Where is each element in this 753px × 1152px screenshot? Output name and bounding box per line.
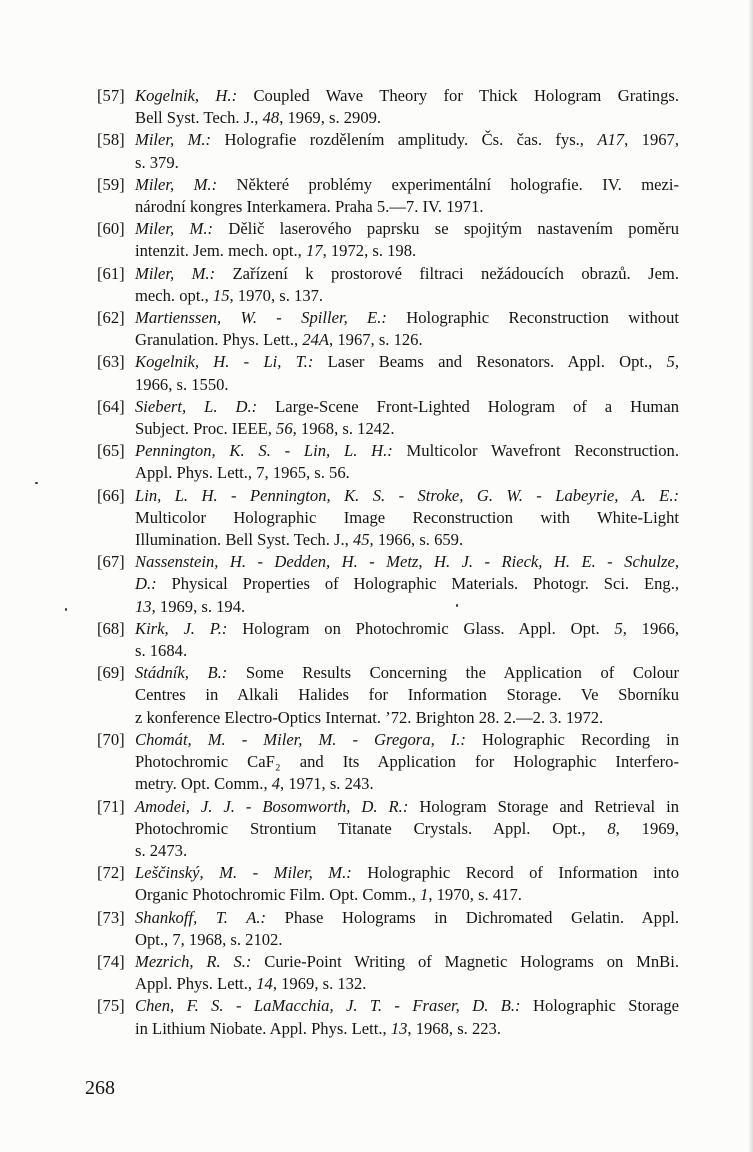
reference-text: , 1972, s. 198. bbox=[322, 241, 417, 261]
reference-text: Large-Scene Front-Lighted Hologram of a Human bbox=[257, 396, 680, 416]
reference-entry bbox=[97, 618, 679, 662]
reference-line bbox=[135, 396, 679, 418]
reference-number: [67] bbox=[97, 552, 125, 572]
reference-italic-text: D.: bbox=[135, 574, 157, 594]
reference-line bbox=[135, 707, 679, 729]
reference-entry bbox=[97, 951, 679, 995]
reference-italic-text: Nassenstein, H. - Dedden, H. - Metz, H. J. - Rieck, H. E. - Schulze, bbox=[135, 552, 679, 572]
reference-text: Organic Photochromic Film. Opt. Comm., bbox=[135, 885, 421, 905]
reference-text: Multicolor Holographic Image Reconstruction with White-Light bbox=[135, 507, 679, 527]
reference-line bbox=[135, 240, 679, 262]
reference-text: Curie-Point Writing of Magnetic Holograms on MnBi. bbox=[251, 951, 679, 971]
reference-line bbox=[135, 751, 679, 773]
reference-line bbox=[135, 351, 679, 373]
reference-number: [63] bbox=[97, 352, 125, 372]
reference-italic-text: 13 bbox=[390, 1018, 408, 1038]
reference-text: in Lithium Niobate. Appl. Phys. Lett., bbox=[135, 1018, 391, 1038]
reference-line bbox=[135, 129, 679, 151]
reference-number: [68] bbox=[97, 618, 125, 638]
reference-number: [75] bbox=[97, 996, 125, 1016]
reference-text: Dělič laserového paprsku se spojitým nastavením poměru bbox=[213, 219, 679, 239]
reference-italic-text: Kogelnik, H.: bbox=[135, 86, 238, 105]
reference-text: s. 379. bbox=[135, 152, 179, 172]
reference-number: [66] bbox=[97, 485, 125, 505]
reference-line bbox=[135, 174, 679, 196]
reference-text: Hologram Storage and Retrieval in bbox=[408, 796, 679, 816]
reference-text: , 1968, s. 223. bbox=[407, 1018, 501, 1038]
reference-line bbox=[135, 307, 679, 329]
reference-italic-text: Miler, M.: bbox=[135, 130, 212, 150]
reference-entry bbox=[97, 174, 679, 218]
reference-italic-text: Amodei, J. J. - Bosomworth, D. R.: bbox=[135, 796, 409, 816]
reference-entry bbox=[97, 796, 679, 863]
reference-line bbox=[135, 951, 679, 973]
reference-line bbox=[135, 973, 679, 995]
reference-italic-text: 5 bbox=[614, 618, 623, 638]
reference-text: Granulation. Phys. Lett., bbox=[135, 330, 303, 350]
reference-line bbox=[135, 418, 679, 440]
reference-line bbox=[135, 285, 679, 307]
reference-italic-text: Stádník, B.: bbox=[135, 663, 228, 683]
reference-line bbox=[135, 152, 679, 174]
reference-italic-text: 4 bbox=[271, 774, 281, 794]
reference-line bbox=[135, 907, 679, 929]
reference-number: [70] bbox=[97, 729, 125, 749]
reference-line bbox=[135, 640, 679, 662]
reference-italic-text: Siebert, L. D.: bbox=[135, 396, 258, 416]
reference-italic-text: 24A bbox=[302, 330, 330, 350]
reference-line bbox=[135, 551, 679, 573]
reference-text: Phase Holograms in Dichromated Gelatin. Appl. bbox=[266, 907, 679, 927]
reference-text: , 1969, bbox=[615, 818, 679, 838]
reference-entry bbox=[97, 995, 679, 1039]
reference-text: Některé problémy experimentální holografie. IV. mezi- bbox=[217, 174, 679, 194]
reference-line bbox=[135, 862, 679, 884]
reference-line bbox=[135, 1018, 679, 1040]
reference-italic-text: Leščinský, M. - Miler, M.: bbox=[135, 863, 352, 883]
reference-number: [57] bbox=[97, 86, 125, 105]
reference-entry bbox=[97, 862, 679, 906]
reference-text: , 1966, bbox=[622, 618, 679, 638]
reference-line bbox=[135, 729, 679, 751]
reference-line bbox=[135, 485, 679, 507]
reference-text: z konference Electro-Optics Internat. ’72. Brighton 28. 2.—2. 3. 1972. bbox=[135, 707, 604, 727]
reference-italic-text: Chen, F. S. - LaMacchia, J. T. - Fraser, D. B.: bbox=[135, 996, 521, 1016]
reference-entry bbox=[97, 440, 679, 484]
reference-text: Opt., 7, 1968, s. 2102. bbox=[135, 929, 283, 949]
reference-entry bbox=[97, 729, 679, 796]
scan-speck bbox=[65, 608, 67, 611]
reference-entry bbox=[97, 396, 679, 440]
reference-line bbox=[135, 818, 679, 840]
reference-italic-text: Martienssen, W. - Spiller, E.: bbox=[135, 308, 387, 328]
reference-number: [72] bbox=[97, 863, 125, 883]
scan-speck bbox=[35, 482, 38, 484]
reference-text: intenzit. Jem. mech. opt., bbox=[135, 241, 306, 261]
reference-text: Photochromic CaF₂ and Its Application for Holographic Interfero- bbox=[135, 752, 679, 772]
reference-italic-text: 8 bbox=[607, 818, 616, 838]
page-number: 268 bbox=[85, 1077, 115, 1099]
reference-entry bbox=[97, 129, 679, 173]
reference-italic-text: Shankoff, T. A.: bbox=[135, 907, 267, 927]
reference-line bbox=[135, 374, 679, 396]
reference-text: Zařízení k prostorové filtraci nežádoucích obrazů. Jem. bbox=[215, 263, 679, 283]
reference-line bbox=[135, 263, 679, 285]
reference-italic-text: 17 bbox=[305, 241, 323, 261]
reference-text: Holografie rozdělením amplitudy. Čs. čas. fys., bbox=[211, 130, 598, 150]
reference-italic-text: Chomát, M. - Miler, M. - Gregora, I.: bbox=[135, 729, 466, 749]
reference-number: [60] bbox=[97, 219, 125, 239]
reference-italic-text: 1 bbox=[420, 885, 429, 905]
reference-text: Holographic Record of Information into bbox=[351, 863, 679, 883]
reference-line bbox=[135, 85, 679, 107]
reference-text: Centres in Alkali Halides for Information Storage. Ve Sborníku bbox=[135, 685, 679, 705]
reference-line bbox=[135, 684, 679, 706]
reference-number: [64] bbox=[97, 396, 125, 416]
reference-text: , 1969, s. 194. bbox=[151, 596, 246, 616]
reference-italic-text: 5, bbox=[666, 352, 679, 372]
reference-number: [73] bbox=[97, 907, 125, 927]
reference-line bbox=[135, 840, 679, 862]
page-edge bbox=[749, 0, 753, 1152]
reference-entry bbox=[97, 551, 679, 618]
reference-line bbox=[135, 107, 679, 129]
reference-line bbox=[135, 329, 679, 351]
reference-line bbox=[135, 196, 679, 218]
reference-text: Holographic Storage bbox=[520, 996, 679, 1016]
reference-italic-text: Lin, L. H. - Pennington, K. S. - Stroke, G. W. - Labeyrie, A. E.: bbox=[135, 485, 679, 505]
reference-text: s. 1684. bbox=[135, 641, 188, 661]
reference-text: Physical Properties of Holographic Materials. Photogr. Sci. Eng., bbox=[156, 574, 679, 594]
reference-text: , 1968, s. 1242. bbox=[292, 419, 395, 439]
reference-line bbox=[135, 218, 679, 240]
reference-entry bbox=[97, 485, 679, 552]
reference-text: Bell Syst. Tech. J., bbox=[135, 108, 263, 128]
reference-italic-text: Miler, M.: bbox=[135, 174, 218, 194]
reference-text: , 1970, s. 417. bbox=[428, 885, 522, 905]
reference-italic-text: 14 bbox=[256, 974, 273, 994]
reference-text: , 1969, s. 132. bbox=[272, 974, 367, 994]
reference-line bbox=[135, 929, 679, 951]
reference-text: mech. opt., bbox=[135, 285, 213, 305]
reference-line bbox=[135, 507, 679, 529]
reference-number: [58] bbox=[97, 130, 125, 150]
reference-text: s. 2473. bbox=[135, 840, 188, 860]
reference-italic-text: Kogelnik, H. - Li, T.: bbox=[135, 352, 314, 372]
reference-number: [61] bbox=[97, 263, 125, 283]
reference-italic-text: Kirk, J. P.: bbox=[135, 618, 228, 638]
reference-text: Photochromic Strontium Titanate Crystals. Appl. Opt., bbox=[135, 818, 608, 838]
reference-line bbox=[135, 529, 679, 551]
reference-line bbox=[135, 773, 679, 795]
reference-text: , 1970, s. 137. bbox=[229, 285, 324, 305]
reference-entry bbox=[97, 662, 679, 729]
reference-text: , 1971, s. 243. bbox=[280, 774, 374, 794]
reference-text: Coupled Wave Theory for Thick Hologram Gratings. bbox=[237, 86, 680, 105]
reference-italic-text: 15 bbox=[212, 285, 230, 305]
reference-italic-text: 13 bbox=[135, 596, 152, 616]
reference-italic-text: 45 bbox=[352, 530, 370, 550]
reference-number: [69] bbox=[97, 663, 125, 683]
reference-line bbox=[135, 995, 679, 1017]
reference-entry bbox=[97, 218, 679, 262]
reference-line bbox=[135, 884, 679, 906]
reference-line bbox=[135, 618, 679, 640]
reference-italic-text: Miler, M.: bbox=[135, 219, 214, 239]
reference-number: [74] bbox=[97, 951, 125, 971]
reference-number: [65] bbox=[97, 441, 125, 461]
reference-entry bbox=[97, 85, 679, 129]
reference-line bbox=[135, 462, 679, 484]
reference-entry bbox=[97, 307, 679, 351]
reference-line bbox=[135, 796, 679, 818]
reference-text: , 1966, s. 659. bbox=[369, 530, 464, 550]
reference-italic-text: 56 bbox=[276, 419, 293, 439]
reference-text: Laser Beams and Resonators. Appl. Opt., bbox=[313, 352, 667, 372]
reference-text: Illumination. Bell Syst. Tech. J., bbox=[135, 530, 353, 550]
reference-line bbox=[135, 573, 679, 595]
reference-text: Holographic Reconstruction without bbox=[386, 308, 679, 328]
reference-italic-text: 48 bbox=[262, 108, 280, 128]
reference-text: Multicolor Wavefront Reconstruction. bbox=[392, 441, 679, 461]
reference-text: , 1967, s. 126. bbox=[329, 330, 423, 350]
reference-text: , 1967, bbox=[624, 130, 679, 150]
reference-text: Subject. Proc. IEEE, bbox=[135, 419, 277, 439]
reference-text: Appl. Phys. Lett., 7, 1965, s. 56. bbox=[135, 463, 350, 483]
reference-list bbox=[97, 85, 679, 1040]
reference-entry bbox=[97, 351, 679, 395]
reference-italic-text: Miler, M.: bbox=[135, 263, 216, 283]
reference-text: Appl. Phys. Lett., bbox=[135, 974, 257, 994]
reference-line bbox=[135, 662, 679, 684]
reference-text: Some Results Concerning the Application of Colour bbox=[227, 663, 679, 683]
reference-italic-text: A17 bbox=[597, 130, 625, 150]
reference-text: metry. Opt. Comm., bbox=[135, 774, 272, 794]
reference-text: národní kongres Interkamera. Praha 5.—7. IV. 1971. bbox=[135, 197, 484, 217]
reference-number: [62] bbox=[97, 308, 125, 328]
reference-line bbox=[135, 440, 679, 462]
scan-speck bbox=[456, 604, 458, 607]
reference-text: Holographic Recording in bbox=[465, 729, 680, 749]
reference-text: Hologram on Photochromic Glass. Appl. Opt. bbox=[227, 618, 615, 638]
reference-italic-text: Mezrich, R. S.: bbox=[135, 951, 252, 971]
reference-line bbox=[135, 596, 679, 618]
reference-number: [71] bbox=[97, 796, 125, 816]
reference-italic-text: Pennington, K. S. - Lin, L. H.: bbox=[135, 441, 393, 461]
reference-entry bbox=[97, 263, 679, 307]
reference-entry bbox=[97, 907, 679, 951]
reference-text: 1966, s. 1550. bbox=[135, 374, 229, 394]
reference-text: , 1969, s. 2909. bbox=[279, 108, 382, 128]
reference-number: [59] bbox=[97, 174, 125, 194]
